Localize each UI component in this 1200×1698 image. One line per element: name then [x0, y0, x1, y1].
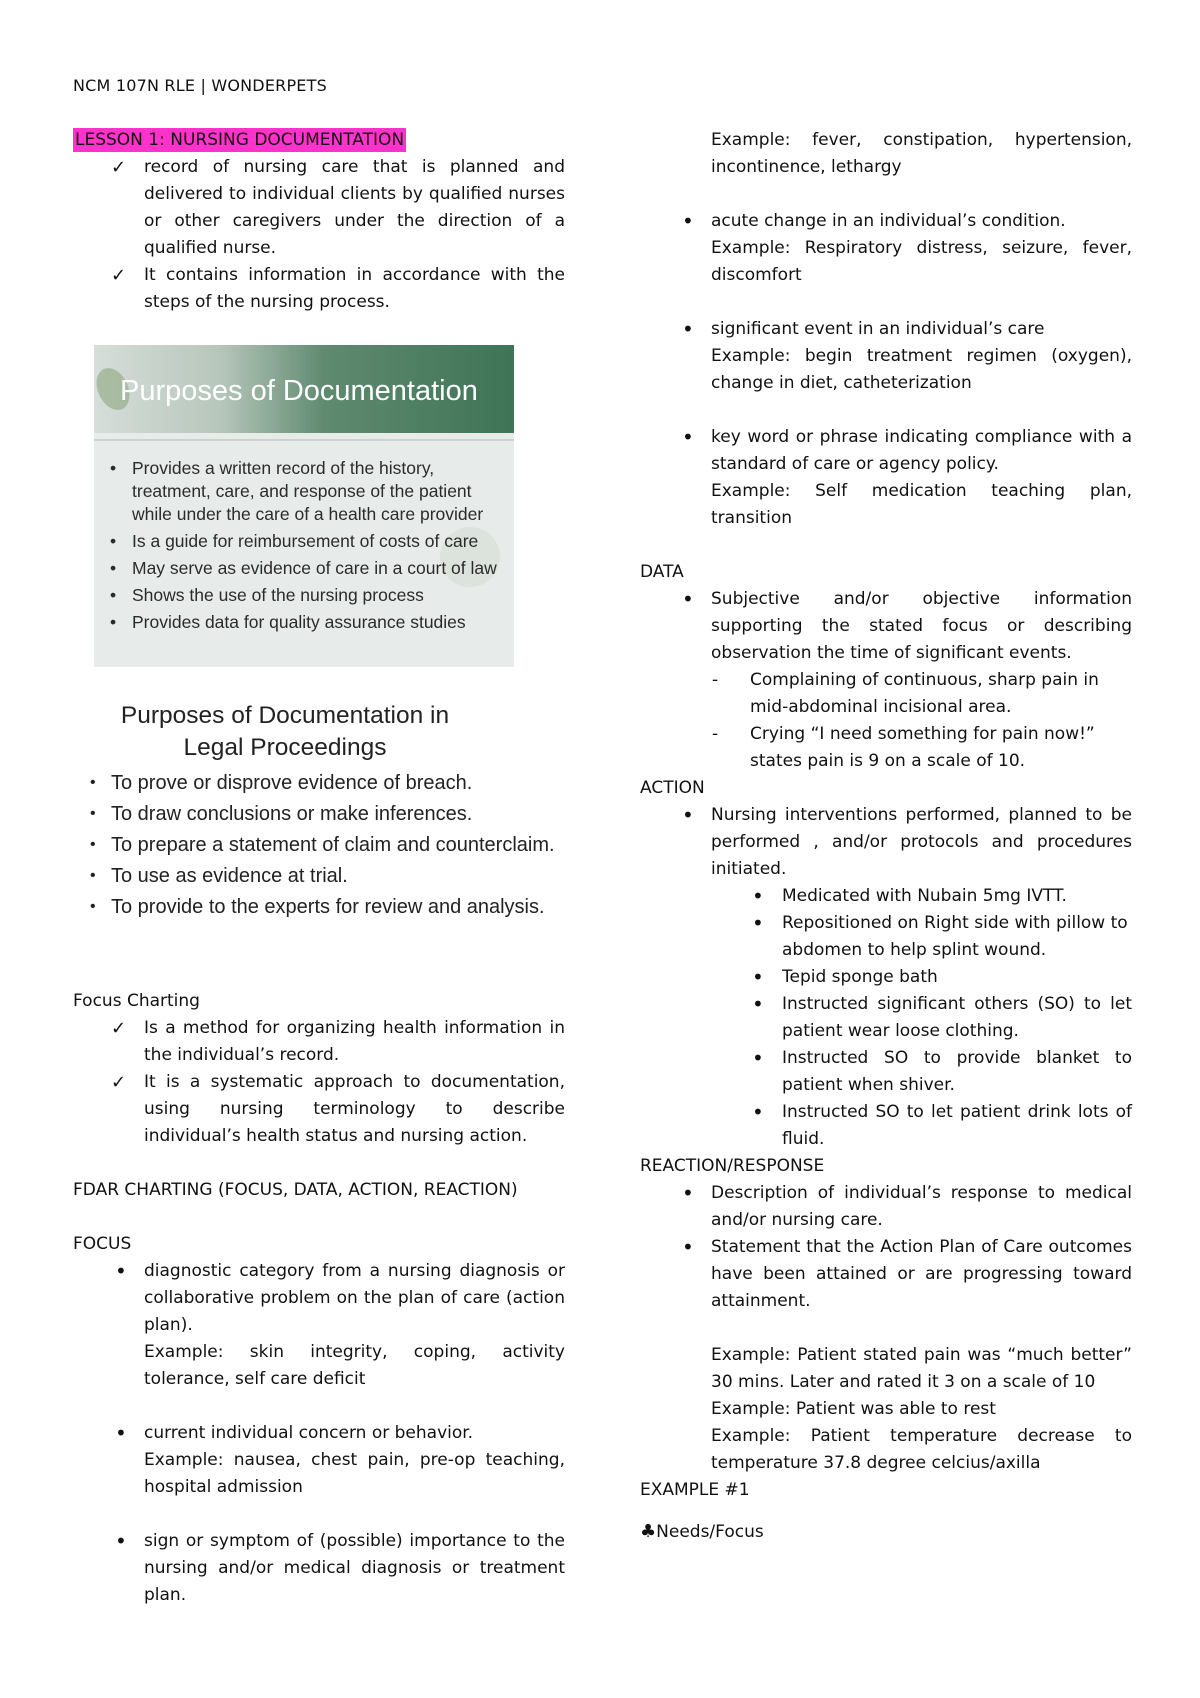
data-subitem: - Crying “I need something for pain now!” states pain is 9 on a scale of 10. [712, 724, 1095, 771]
check-icon: ✓ [111, 1018, 127, 1039]
right-column [640, 127, 1132, 1546]
lesson-title: LESSON 1: NURSING DOCUMENTATION [75, 130, 405, 150]
bullet-icon: • [682, 425, 694, 449]
reaction-example: Example: Patient was able to rest [711, 1399, 996, 1419]
purposes-slide-image [94, 345, 514, 667]
bullet-icon: • [682, 317, 694, 341]
slide2-list-item: • To prove or disprove evidence of breach. [90, 770, 570, 796]
bullet-icon: • [682, 587, 694, 611]
slide2-list [90, 770, 570, 920]
club-icon: ♣ [640, 1521, 657, 1542]
lesson-point: ✓ It contains information in accordance with the steps of the nursing process. [73, 262, 565, 316]
bullet-icon: • [682, 209, 694, 233]
bullet-icon: • [752, 965, 764, 989]
check-icon: ✓ [111, 265, 127, 286]
bullet-icon: • [115, 1421, 127, 1445]
focus-item: • acute change in an individual’s condition. Example: Respiratory distress, seizure, fever, discomfort [682, 209, 1132, 285]
reaction-heading: REACTION/RESPONSE [640, 1156, 825, 1176]
focus-heading: FOCUS [73, 1234, 132, 1254]
focus-item: • significant event in an individual’s care Example: begin treatment regimen (oxygen), change in diet, catheterization [682, 317, 1132, 393]
slide-list-item: • Provides a written record of the history, treatment, care, and response of the patient while under the care of a health care provider [106, 457, 506, 526]
slide2-list-item: • To use as evidence at trial. [90, 863, 570, 889]
bullet-icon: • [752, 1100, 764, 1124]
focus-item: • current individual concern or behavior. Example: nausea, chest pain, pre-op teaching, hospital admission [115, 1421, 565, 1497]
bullet-icon: • [115, 1259, 127, 1283]
example-heading: EXAMPLE #1 [640, 1480, 750, 1500]
check-icon: ✓ [111, 1072, 127, 1093]
action-subitem: • Tepid sponge bath [752, 965, 938, 989]
lesson-point: ✓ record of nursing care that is planned and delivered to individual clients by qualified nurses or other caregivers under the direction of a qualified nurse. [73, 154, 565, 262]
slide-list-item: • Provides data for quality assurance studies [106, 611, 506, 634]
focus-item: • key word or phrase indicating compliance with a standard of care or agency policy. Example: Self medication teaching plan, transition [682, 425, 1132, 528]
slide-list-item: • Is a guide for reimbursement of costs of care [106, 530, 506, 553]
focus-item: • diagnostic category from a nursing diagnosis or collaborative problem on the plan of care (action plan). Example: skin integrity, coping, activity tolerance, self care deficit [115, 1259, 565, 1389]
left-column-lower [73, 988, 565, 1609]
bullet-icon: • [682, 1235, 694, 1259]
action-subitem: • Instructed SO to let patient drink lots of fluid. [752, 1100, 1132, 1149]
left-column [73, 127, 565, 316]
data-subitem: - Complaining of continuous, sharp pain in mid-abdominal incisional area. [712, 670, 1099, 717]
slide-list [106, 457, 506, 638]
action-subitem: • Instructed SO to provide blanket to patient when shiver. [752, 1046, 1132, 1095]
action-subitem: • Instructed significant others (SO) to let patient wear loose clothing. [752, 992, 1132, 1041]
bullet-icon: • [752, 884, 764, 908]
slide2-list-item: • To draw conclusions or make inferences. [90, 801, 570, 827]
bullet-icon: • [682, 803, 694, 827]
slide-title: Purposes of Documentation [120, 375, 478, 407]
action-subitem: • Medicated with Nubain 5mg IVTT. [752, 884, 1067, 908]
data-heading: DATA [640, 562, 684, 582]
legal-proceedings-slide [90, 700, 570, 925]
fdar-heading: FDAR CHARTING (FOCUS, DATA, ACTION, REACTION) [73, 1180, 518, 1200]
bullet-icon: • [752, 911, 764, 935]
slide-list-item: • Shows the use of the nursing process [106, 584, 506, 607]
focus-item-example: Example: fever, constipation, hypertension, incontinence, lethargy [711, 130, 1132, 177]
check-icon: ✓ [111, 157, 127, 178]
focus-charting-point: ✓ Is a method for organizing health information in the individual’s record. [73, 1015, 565, 1069]
bullet-icon: • [752, 1046, 764, 1070]
slide2-list-item: • To prepare a statement of claim and counterclaim. [90, 832, 570, 858]
reaction-example: Example: Patient temperature decrease to temperature 37.8 degree celcius/axilla [711, 1426, 1132, 1473]
action-heading: ACTION [640, 778, 705, 798]
bullet-icon: • [752, 992, 764, 1016]
focus-charting-heading: Focus Charting [73, 991, 200, 1011]
reaction-item: • Statement that the Action Plan of Care outcomes have been attained or are progressing toward attainment. [682, 1235, 1132, 1311]
focus-charting-point: ✓ It is a systematic approach to documentation, using nursing terminology to describe individual’s health status and nursing action. [73, 1069, 565, 1150]
reaction-item: • Description of individual’s response to medical and/or nursing care. [682, 1181, 1132, 1230]
bullet-icon: • [115, 1529, 127, 1553]
reaction-example: Example: Patient stated pain was “much better” 30 mins. Later and rated it 3 on a scale of 10 [711, 1345, 1132, 1392]
action-item: • Nursing interventions performed, planned to be performed , and/or protocols and procedures initiated. [682, 803, 1132, 879]
focus-item: • sign or symptom of (possible) importance to the nursing and/or medical diagnosis or treatment plan. [115, 1529, 565, 1605]
slide2-title: Purposes of Documentation in Legal Proceedings [120, 702, 450, 761]
slide2-list-item: • To provide to the experts for review and analysis. [90, 894, 570, 920]
action-subitem: • Repositioned on Right side with pillow to abdomen to help splint wound. [752, 911, 1128, 960]
data-item: • Subjective and/or objective information supporting the stated focus or describing observation the time of significant events. [682, 587, 1132, 663]
needs-focus-line: ♣Needs/Focus [640, 1521, 764, 1542]
slide-list-item: • May serve as evidence of care in a court of law [106, 557, 506, 580]
divider [94, 439, 514, 441]
page-header: NCM 107N RLE | WONDERPETS [73, 76, 327, 95]
bullet-icon: • [682, 1181, 694, 1205]
